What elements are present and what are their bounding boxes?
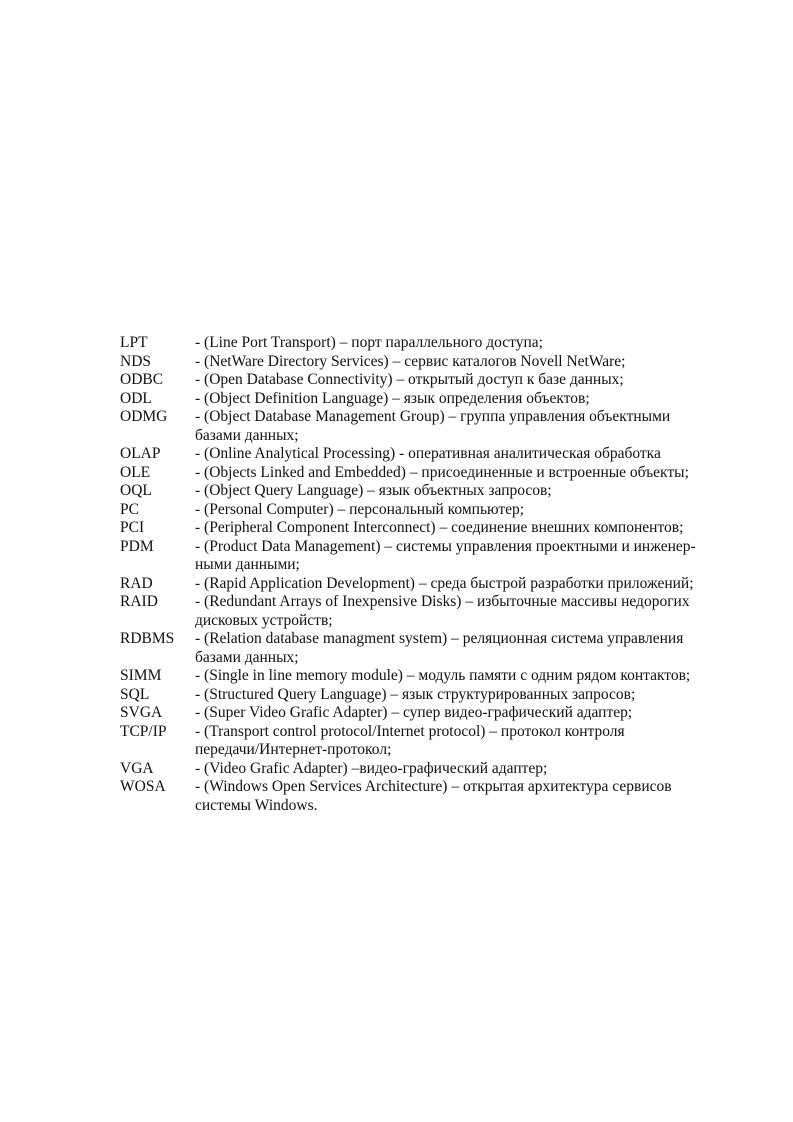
glossary-entry-nds	[120, 353, 720, 372]
definition-line: - (NetWare Directory Services) – сервис каталогов Novell NetWare;	[195, 352, 626, 370]
definition-line: - (Single in line memory module) – модуль памяти с одним рядом контактов;	[195, 667, 691, 684]
definition-line: ными данными;	[195, 556, 300, 573]
term-abbreviation: ODL	[120, 389, 152, 407]
definition-line: - (Line Port Transport) – порт параллельного доступа;	[195, 334, 543, 351]
term-definition	[195, 704, 720, 723]
term-definition	[195, 593, 720, 630]
term-definition	[195, 667, 720, 686]
term-definition	[195, 575, 720, 594]
term-definition	[195, 538, 720, 575]
definition-line: - (Peripheral Component Interconnect) – соединение внешних компонентов;	[195, 519, 684, 536]
term-abbreviation: PC	[120, 500, 139, 518]
term-abbreviation: ODBC	[120, 371, 164, 388]
term-definition	[195, 760, 720, 779]
term-abbreviation: OLAP	[120, 445, 161, 462]
definition-line: - (Relation database managment system) – реляционная система управления	[195, 630, 684, 647]
glossary-entry-odl	[120, 390, 720, 409]
definition-line: - (Personal Computer) – персональный компьютер;	[195, 500, 525, 518]
term-abbreviation: ODMG	[120, 408, 168, 425]
definition-line: - (Structured Query Language) – язык структурированных запросов;	[195, 685, 636, 703]
term-definition	[195, 519, 720, 538]
glossary-entry-rdbms	[120, 630, 720, 667]
term-abbreviation: OLE	[120, 463, 151, 481]
glossary-entry-ole	[120, 464, 720, 483]
glossary-entry-odbc	[120, 371, 720, 390]
glossary-entry-pc	[120, 501, 720, 520]
term-abbreviation: RAD	[120, 574, 153, 592]
term-definition	[195, 723, 720, 760]
glossary-entry-odmg	[120, 408, 720, 445]
term-abbreviation: SQL	[120, 685, 150, 703]
definition-line: - (Objects Linked and Embedded) – присоединенные и встроенные объекты;	[195, 463, 689, 481]
definition-line: - (Object Query Language) – язык объектных запросов;	[195, 482, 552, 499]
glossary-entry-wosa	[120, 778, 720, 815]
term-definition	[195, 445, 720, 464]
definition-line: - (Windows Open Services Architecture) – открытая архитектура сервисов	[195, 778, 672, 795]
glossary-entry-simm	[120, 667, 720, 686]
term-definition	[195, 371, 720, 390]
glossary-entry-lpt	[120, 334, 720, 353]
term-abbreviation: RDBMS	[120, 630, 175, 647]
definition-line: - (Online Analytical Processing) - оперативная аналитическая обработка	[195, 445, 661, 462]
definition-line: передачи/Интернет-протокол;	[195, 741, 392, 758]
term-abbreviation: SIMM	[120, 667, 162, 684]
glossary-entry-olap	[120, 445, 720, 464]
glossary-entry-vga	[120, 760, 720, 779]
definition-line: дисковых устройств;	[195, 611, 333, 629]
glossary-entry-pdm	[120, 538, 720, 575]
term-definition	[195, 334, 720, 353]
term-definition	[195, 686, 720, 705]
definition-line: - (Object Database Management Group) – группа управления объектными	[195, 408, 671, 425]
term-abbreviation: RAID	[120, 593, 158, 610]
term-abbreviation: NDS	[120, 352, 152, 370]
definition-line: - (Redundant Arrays of Inexpensive Disks) – избыточные массивы недорогих	[195, 593, 690, 610]
glossary-entry-oql	[120, 482, 720, 501]
glossary-entry-raid	[120, 593, 720, 630]
definition-line: - (Object Definition Language) – язык определения объектов;	[195, 389, 590, 407]
term-abbreviation: PDM	[120, 537, 154, 555]
term-abbreviation: PCI	[120, 519, 145, 536]
glossary-entry-svga	[120, 704, 720, 723]
definition-line: - (Rapid Application Development) – среда быстрой разработки приложений;	[195, 574, 694, 592]
definition-line: - (Product Data Management) – системы управления проектными и инженер-	[195, 537, 696, 555]
term-definition	[195, 501, 720, 520]
definition-line: базами данных;	[195, 648, 299, 666]
definition-line: системы Windows.	[195, 796, 318, 814]
definition-line: базами данных;	[195, 426, 299, 444]
glossary-entry-pci	[120, 519, 720, 538]
term-abbreviation: OQL	[120, 482, 152, 499]
glossary-entry-rad	[120, 575, 720, 594]
term-definition	[195, 408, 720, 445]
term-definition	[195, 390, 720, 409]
term-abbreviation: WOSA	[120, 778, 166, 795]
term-abbreviation: TCP/IP	[120, 722, 167, 740]
definition-line: - (Open Database Connectivity) – открытый доступ к базе данных;	[195, 371, 624, 388]
glossary-entry-sql	[120, 686, 720, 705]
definition-line: - (Transport control protocol/Internet protocol) – протокол контроля	[195, 722, 625, 740]
term-definition	[195, 630, 720, 667]
term-abbreviation: SVGA	[120, 704, 163, 721]
definition-line: - (Super Video Grafic Adapter) – супер видео-графический адаптер;	[195, 704, 633, 721]
term-definition	[195, 482, 720, 501]
definition-line: - (Video Grafic Adapter) –видео-графический адаптер;	[195, 759, 548, 777]
glossary-entry-tcp-ip	[120, 723, 720, 760]
abbreviation-glossary	[120, 334, 720, 815]
term-abbreviation: VGA	[120, 759, 154, 777]
term-definition	[195, 353, 720, 372]
term-definition	[195, 778, 720, 815]
term-definition	[195, 464, 720, 483]
term-abbreviation: LPT	[120, 334, 148, 351]
